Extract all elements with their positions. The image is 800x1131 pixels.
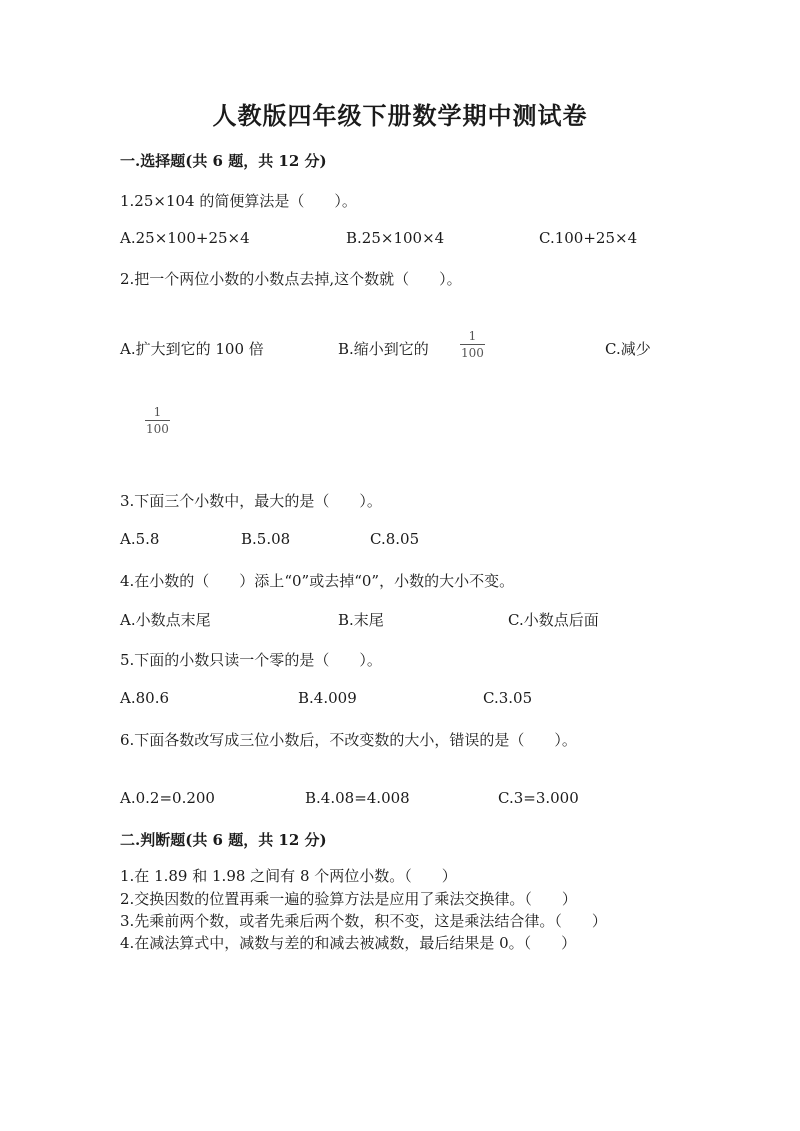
q2-option-c-fraction <box>145 406 170 435</box>
judgment-item-3: 3.先乘前两个数，或者先乘后两个数，积不变，这是乘法结合律。（ ） <box>120 912 607 930</box>
judgment-item-2: 2.交换因数的位置再乘一遍的验算方法是应用了乘法交换律。（ ） <box>120 890 577 908</box>
fraction-denominator: 100 <box>461 346 484 360</box>
page-title: 人教版四年级下册数学期中测试卷 <box>212 101 588 130</box>
q4-option-b: B.末尾 <box>338 611 384 629</box>
question-4: 4.在小数的（ ）添上“0”或去掉“0”，小数的大小不变。 <box>120 572 515 590</box>
q1-option-c: C.100+25×4 <box>539 229 638 247</box>
fraction-denominator: 100 <box>146 422 169 436</box>
q1-option-b: B.25×100×4 <box>346 229 445 247</box>
judgment-item-4: 4.在减法算式中，减数与差的和减去被减数，最后结果是 0。（ ） <box>120 934 577 952</box>
q6-option-c: C.3=3.000 <box>498 789 579 807</box>
fraction-numerator: 1 <box>153 405 162 419</box>
q2-option-a: A.扩大到它的 100 倍 <box>120 340 264 358</box>
q4-option-c: C.小数点后面 <box>508 611 599 629</box>
q2-option-b-fraction <box>460 330 485 359</box>
question-5: 5.下面的小数只读一个零的是（ ）。 <box>120 651 382 669</box>
q2-option-b: B.缩小到它的 <box>338 340 429 358</box>
q3-option-a: A.5.8 <box>120 530 160 548</box>
judgment-item-1: 1.在 1.89 和 1.98 之间有 8 个两位小数。（ ） <box>120 867 457 885</box>
question-1: 1.25×104 的简便算法是（ ）。 <box>120 192 357 210</box>
question-6: 6.下面各数改写成三位小数后，不改变数的大小，错误的是（ ）。 <box>120 731 577 749</box>
fraction-numerator: 1 <box>468 329 477 343</box>
q6-option-a: A.0.2=0.200 <box>120 789 215 807</box>
question-2: 2.把一个两位小数的小数点去掉,这个数就（ ）。 <box>120 270 462 288</box>
q5-option-c: C.3.05 <box>483 689 533 707</box>
q3-option-b: B.5.08 <box>241 530 291 548</box>
q2-option-c: C.减少 <box>605 340 651 358</box>
q5-option-a: A.80.6 <box>120 689 169 707</box>
q4-option-a: A.小数点末尾 <box>120 611 211 629</box>
question-3: 3.下面三个小数中，最大的是（ ）。 <box>120 492 382 510</box>
section-heading-judgment: 二.判断题(共 6 题，共 12 分) <box>120 831 327 849</box>
q6-option-b: B.4.08=4.008 <box>305 789 410 807</box>
q3-option-c: C.8.05 <box>370 530 420 548</box>
section-heading-choice: 一.选择题(共 6 题，共 12 分) <box>120 152 327 170</box>
q1-option-a: A.25×100+25×4 <box>120 229 250 247</box>
q5-option-b: B.4.009 <box>298 689 357 707</box>
